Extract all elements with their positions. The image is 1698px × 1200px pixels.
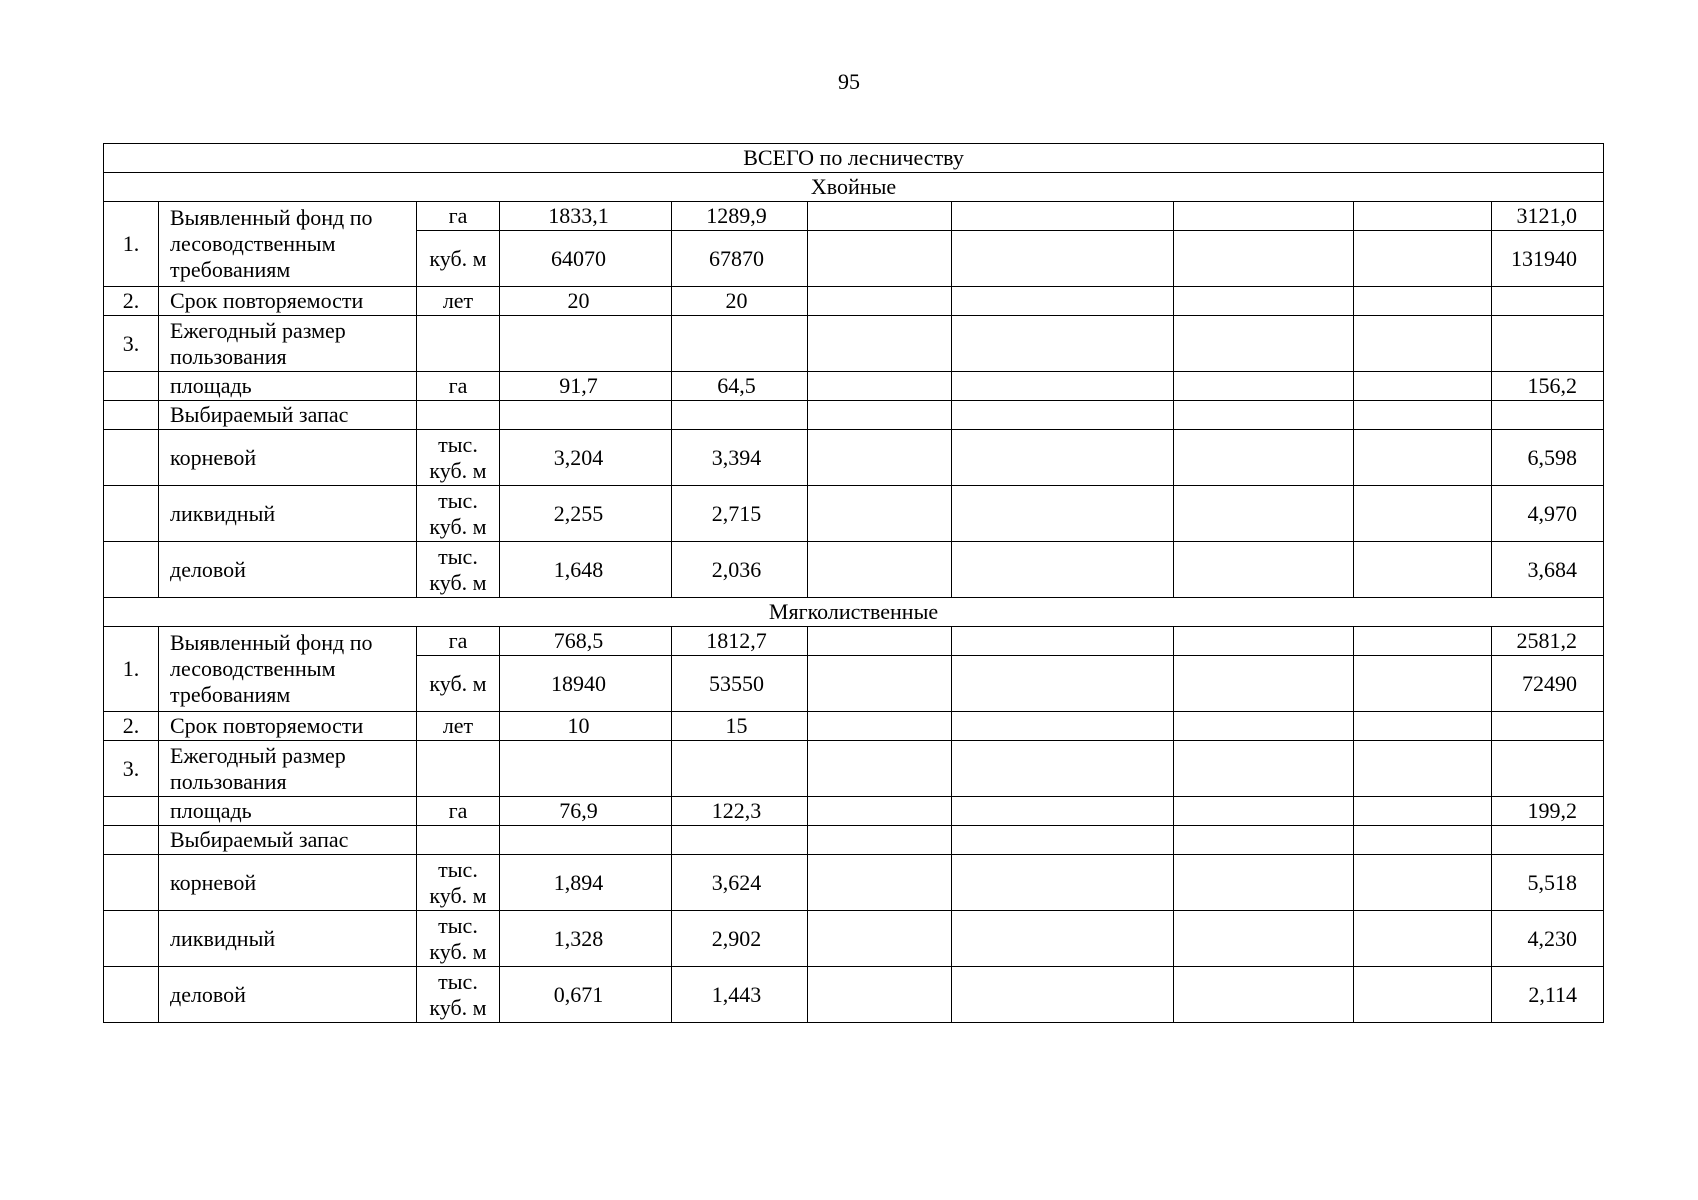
empty-cell xyxy=(808,430,952,486)
empty-cell xyxy=(1354,430,1492,486)
value-cell: 53550 xyxy=(672,656,808,712)
empty-cell xyxy=(808,712,952,741)
row-label: деловой xyxy=(159,967,417,1023)
empty-cell xyxy=(417,401,500,430)
table-row xyxy=(104,855,1604,911)
unit-cell: тыс. куб. м xyxy=(417,967,500,1023)
empty-cell xyxy=(500,316,672,372)
empty-cell xyxy=(1354,401,1492,430)
empty-cell xyxy=(1174,627,1354,656)
empty-cell xyxy=(417,826,500,855)
empty-cell xyxy=(104,372,159,401)
empty-cell xyxy=(417,316,500,372)
unit-cell: куб. м xyxy=(417,656,500,712)
table-title-row xyxy=(104,144,1604,173)
empty-cell xyxy=(104,911,159,967)
empty-cell xyxy=(672,826,808,855)
empty-cell xyxy=(104,542,159,598)
row-label: Выявленный фонд по лесоводственным требованиям xyxy=(159,627,417,712)
unit-cell: лет xyxy=(417,712,500,741)
table-row xyxy=(104,911,1604,967)
table-row xyxy=(104,797,1604,826)
empty-cell xyxy=(1354,911,1492,967)
empty-cell xyxy=(1354,656,1492,712)
value-cell: 2,036 xyxy=(672,542,808,598)
row-label: Выявленный фонд по лесоводственным требованиям xyxy=(159,202,417,287)
empty-cell xyxy=(808,826,952,855)
empty-cell xyxy=(952,911,1174,967)
value-cell: 2,902 xyxy=(672,911,808,967)
total-cell: 199,2 xyxy=(1492,797,1604,826)
empty-cell xyxy=(952,486,1174,542)
unit-cell: га xyxy=(417,372,500,401)
empty-cell xyxy=(808,231,952,287)
row-label: ликвидный xyxy=(159,911,417,967)
empty-cell xyxy=(952,401,1174,430)
row-label: Ежегодный размер пользования xyxy=(159,316,417,372)
total-cell: 6,598 xyxy=(1492,430,1604,486)
value-cell: 20 xyxy=(500,287,672,316)
value-cell: 10 xyxy=(500,712,672,741)
value-cell: 15 xyxy=(672,712,808,741)
empty-cell xyxy=(104,967,159,1023)
empty-cell xyxy=(1174,401,1354,430)
empty-cell xyxy=(808,627,952,656)
row-number: 3. xyxy=(104,741,159,797)
unit-cell: тыс. куб. м xyxy=(417,486,500,542)
total-cell: 4,230 xyxy=(1492,911,1604,967)
row-label: Срок повторяемости xyxy=(159,287,417,316)
empty-cell xyxy=(952,797,1174,826)
row-label: деловой xyxy=(159,542,417,598)
empty-cell xyxy=(500,741,672,797)
table-row xyxy=(104,542,1604,598)
section-title: Хвойные xyxy=(104,173,1604,202)
empty-cell xyxy=(1174,287,1354,316)
empty-cell xyxy=(952,542,1174,598)
table-row xyxy=(104,627,1604,656)
empty-cell xyxy=(1354,797,1492,826)
table-row xyxy=(104,967,1604,1023)
empty-cell xyxy=(1174,486,1354,542)
unit-cell: га xyxy=(417,627,500,656)
row-label: Выбираемый запас xyxy=(159,401,417,430)
table-row xyxy=(104,372,1604,401)
empty-cell xyxy=(104,826,159,855)
unit-cell: тыс. куб. м xyxy=(417,430,500,486)
empty-cell xyxy=(672,316,808,372)
empty-cell xyxy=(104,401,159,430)
value-cell: 122,3 xyxy=(672,797,808,826)
value-cell: 0,671 xyxy=(500,967,672,1023)
empty-cell xyxy=(1174,372,1354,401)
empty-cell xyxy=(808,797,952,826)
empty-cell xyxy=(1174,911,1354,967)
empty-cell xyxy=(417,741,500,797)
value-cell: 768,5 xyxy=(500,627,672,656)
table-row xyxy=(104,287,1604,316)
empty-cell xyxy=(952,372,1174,401)
value-cell: 1,648 xyxy=(500,542,672,598)
empty-cell xyxy=(808,202,952,231)
empty-cell xyxy=(952,287,1174,316)
empty-cell xyxy=(808,967,952,1023)
empty-cell xyxy=(1174,741,1354,797)
empty-cell xyxy=(1354,712,1492,741)
row-label: ликвидный xyxy=(159,486,417,542)
empty-cell xyxy=(1492,401,1604,430)
total-cell xyxy=(1492,712,1604,741)
empty-cell xyxy=(808,316,952,372)
unit-cell: лет xyxy=(417,287,500,316)
value-cell: 3,624 xyxy=(672,855,808,911)
empty-cell xyxy=(952,656,1174,712)
empty-cell xyxy=(952,316,1174,372)
value-cell: 1833,1 xyxy=(500,202,672,231)
empty-cell xyxy=(808,372,952,401)
row-label: площадь xyxy=(159,797,417,826)
value-cell: 1289,9 xyxy=(672,202,808,231)
empty-cell xyxy=(500,826,672,855)
total-cell: 131940 xyxy=(1492,231,1604,287)
total-cell: 5,518 xyxy=(1492,855,1604,911)
section-header-row xyxy=(104,598,1604,627)
empty-cell xyxy=(1174,542,1354,598)
empty-cell xyxy=(952,741,1174,797)
value-cell: 67870 xyxy=(672,231,808,287)
total-cell: 2581,2 xyxy=(1492,627,1604,656)
empty-cell xyxy=(1354,627,1492,656)
value-cell: 20 xyxy=(672,287,808,316)
empty-cell xyxy=(1174,316,1354,372)
table-row xyxy=(104,712,1604,741)
empty-cell xyxy=(808,542,952,598)
row-number: 2. xyxy=(104,287,159,316)
value-cell: 3,394 xyxy=(672,430,808,486)
unit-cell: тыс. куб. м xyxy=(417,542,500,598)
empty-cell xyxy=(104,855,159,911)
table-title: ВСЕГО по лесничеству xyxy=(104,144,1604,173)
value-cell: 1812,7 xyxy=(672,627,808,656)
page-number: 95 xyxy=(838,69,860,94)
row-label: корневой xyxy=(159,855,417,911)
table-row xyxy=(104,316,1604,372)
value-cell: 76,9 xyxy=(500,797,672,826)
empty-cell xyxy=(1354,542,1492,598)
empty-cell xyxy=(808,911,952,967)
value-cell: 1,328 xyxy=(500,911,672,967)
value-cell: 1,894 xyxy=(500,855,672,911)
empty-cell xyxy=(104,430,159,486)
total-cell: 4,970 xyxy=(1492,486,1604,542)
empty-cell xyxy=(104,486,159,542)
table-row xyxy=(104,401,1604,430)
value-cell: 64,5 xyxy=(672,372,808,401)
empty-cell xyxy=(952,967,1174,1023)
unit-cell: га xyxy=(417,202,500,231)
section-header-row xyxy=(104,173,1604,202)
empty-cell xyxy=(1354,486,1492,542)
empty-cell xyxy=(808,486,952,542)
row-label: корневой xyxy=(159,430,417,486)
empty-cell xyxy=(1354,202,1492,231)
unit-cell: куб. м xyxy=(417,231,500,287)
unit-cell: га xyxy=(417,797,500,826)
total-cell: 72490 xyxy=(1492,656,1604,712)
empty-cell xyxy=(1492,316,1604,372)
empty-cell xyxy=(808,741,952,797)
empty-cell xyxy=(1354,826,1492,855)
empty-cell xyxy=(1354,372,1492,401)
empty-cell xyxy=(1174,967,1354,1023)
empty-cell xyxy=(672,741,808,797)
value-cell: 18940 xyxy=(500,656,672,712)
empty-cell xyxy=(1492,826,1604,855)
empty-cell xyxy=(1174,712,1354,741)
row-label: Срок повторяемости xyxy=(159,712,417,741)
table-row xyxy=(104,486,1604,542)
empty-cell xyxy=(1354,316,1492,372)
table-row xyxy=(104,826,1604,855)
table-row xyxy=(104,430,1604,486)
value-cell: 2,255 xyxy=(500,486,672,542)
row-number: 1. xyxy=(104,202,159,287)
table-row xyxy=(104,202,1604,231)
empty-cell xyxy=(1174,231,1354,287)
empty-cell xyxy=(952,430,1174,486)
empty-cell xyxy=(1174,797,1354,826)
empty-cell xyxy=(1354,855,1492,911)
empty-cell xyxy=(672,401,808,430)
section-title: Мягколиственные xyxy=(104,598,1604,627)
table-row xyxy=(104,741,1604,797)
empty-cell xyxy=(1174,430,1354,486)
row-number: 3. xyxy=(104,316,159,372)
total-cell: 3,684 xyxy=(1492,542,1604,598)
total-cell: 2,114 xyxy=(1492,967,1604,1023)
empty-cell xyxy=(1354,967,1492,1023)
empty-cell xyxy=(952,826,1174,855)
empty-cell xyxy=(808,656,952,712)
empty-cell xyxy=(1174,855,1354,911)
row-label: площадь xyxy=(159,372,417,401)
total-cell xyxy=(1492,287,1604,316)
empty-cell xyxy=(952,855,1174,911)
value-cell: 2,715 xyxy=(672,486,808,542)
empty-cell xyxy=(952,627,1174,656)
empty-cell xyxy=(952,231,1174,287)
value-cell: 3,204 xyxy=(500,430,672,486)
forestry-summary-table xyxy=(103,143,1604,1023)
row-number: 2. xyxy=(104,712,159,741)
row-number: 1. xyxy=(104,627,159,712)
total-cell: 156,2 xyxy=(1492,372,1604,401)
empty-cell xyxy=(1354,287,1492,316)
empty-cell xyxy=(1354,231,1492,287)
empty-cell xyxy=(1354,741,1492,797)
total-cell: 3121,0 xyxy=(1492,202,1604,231)
empty-cell xyxy=(1174,826,1354,855)
value-cell: 1,443 xyxy=(672,967,808,1023)
empty-cell xyxy=(952,712,1174,741)
empty-cell xyxy=(808,855,952,911)
empty-cell xyxy=(808,401,952,430)
empty-cell xyxy=(500,401,672,430)
unit-cell: тыс. куб. м xyxy=(417,855,500,911)
empty-cell xyxy=(1174,656,1354,712)
row-label: Выбираемый запас xyxy=(159,826,417,855)
value-cell: 91,7 xyxy=(500,372,672,401)
row-label: Ежегодный размер пользования xyxy=(159,741,417,797)
value-cell: 64070 xyxy=(500,231,672,287)
empty-cell xyxy=(808,287,952,316)
empty-cell xyxy=(1174,202,1354,231)
empty-cell xyxy=(104,797,159,826)
unit-cell: тыс. куб. м xyxy=(417,911,500,967)
empty-cell xyxy=(952,202,1174,231)
empty-cell xyxy=(1492,741,1604,797)
